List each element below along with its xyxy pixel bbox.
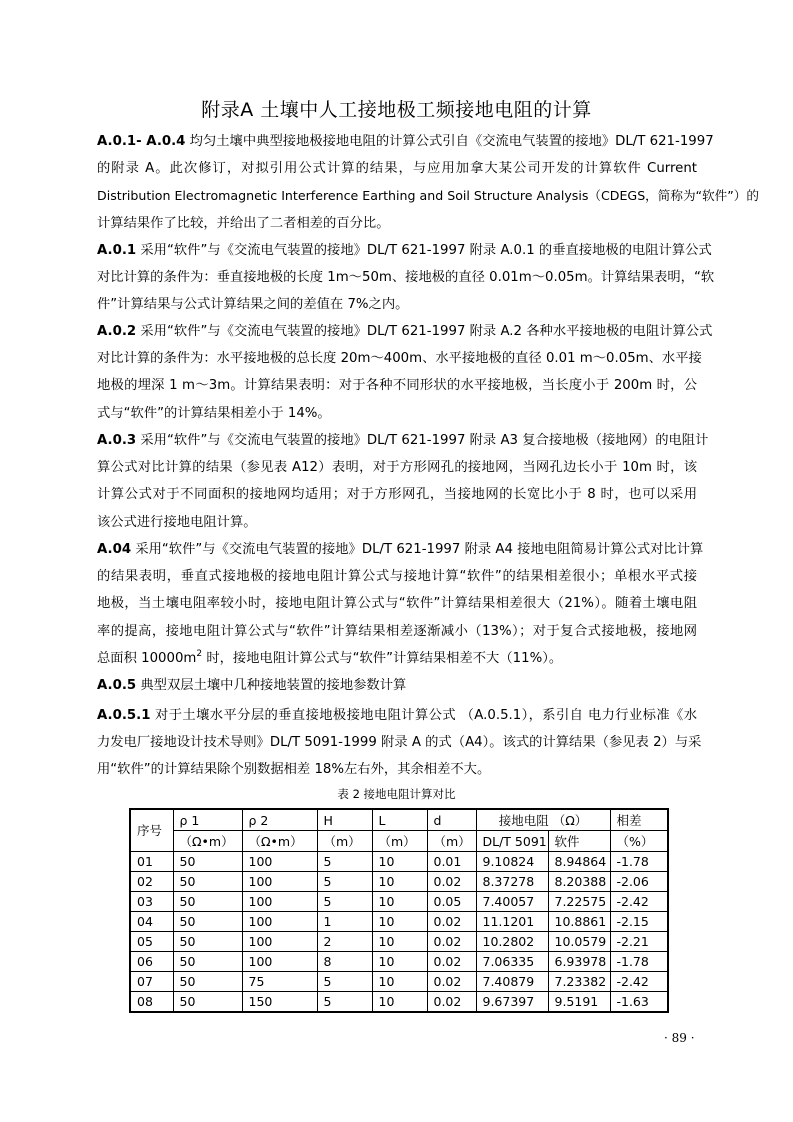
paragraph-a051 bbox=[97, 702, 702, 784]
table-cell: 0.02 bbox=[427, 972, 476, 992]
paragraph-text: 率的提高，接地电阻计算公式与“软件”计算结果相差逐渐减小（13%）；对于复合式接地极，接地网 bbox=[97, 623, 697, 639]
table-cell: 0.05 bbox=[427, 892, 476, 912]
header-software: 软件 bbox=[548, 831, 610, 852]
paragraph-text: 该公式进行接地电阻计算。 bbox=[97, 514, 257, 530]
paragraph-text: 式与“软件”的计算结果相差小于 14%。 bbox=[97, 405, 331, 421]
clause-number: A.04 bbox=[97, 542, 132, 557]
paragraph-text: 均匀土壤中典型接地极接地电阻的计算公式引自《交流电气装置的接地》DL/T 621-1997 bbox=[185, 134, 714, 149]
table-caption: 表 2 接地电阻计算对比 bbox=[337, 787, 456, 801]
table-cell: 10.2802 bbox=[476, 932, 548, 952]
paragraph-a01 bbox=[97, 237, 715, 319]
header-h-unit: （m） bbox=[317, 831, 372, 852]
table-cell: 100 bbox=[242, 872, 317, 892]
table-cell: 9.10824 bbox=[476, 852, 548, 872]
table-row bbox=[130, 872, 668, 892]
table-cell: 04 bbox=[130, 912, 173, 932]
paragraph-line bbox=[97, 481, 697, 508]
table-cell: 8.94864 bbox=[548, 852, 610, 872]
paragraph-text: 采用“软件”与《交流电气装置的接地》DL/T 621-1997 附录 A4 接地电阻简易计算公式对比计算 bbox=[131, 542, 704, 557]
clause-number: A.0.1- A.0.4 bbox=[97, 134, 186, 149]
header-l-unit: （m） bbox=[372, 831, 427, 852]
clause-number: A.0.3 bbox=[97, 433, 137, 448]
paragraph-a02 bbox=[97, 318, 713, 427]
paragraph-a05 bbox=[97, 672, 697, 699]
header-dlt: DL/T 5091 bbox=[476, 831, 548, 852]
table-cell: 75 bbox=[242, 972, 317, 992]
paragraph-text: 典型双层土壤中几种接地装置的接地参数计算 bbox=[136, 678, 407, 693]
table-cell: -2.42 bbox=[610, 892, 668, 912]
table-cell: 8.20388 bbox=[548, 872, 610, 892]
paragraph-line bbox=[97, 155, 697, 182]
paragraph-line bbox=[97, 210, 697, 237]
table-cell: 0.02 bbox=[427, 872, 476, 892]
table-cell: 03 bbox=[130, 892, 173, 912]
table-cell: 100 bbox=[242, 932, 317, 952]
resistance-comparison-table bbox=[129, 808, 669, 1013]
page-number: · 89 · bbox=[664, 1031, 695, 1045]
table-cell: 50 bbox=[173, 972, 242, 992]
header-h: H bbox=[317, 809, 372, 831]
table-row bbox=[130, 912, 668, 932]
paragraph-text: 算公式对比计算的结果（参见表 A12）表明，对于方形网孔的接地网，当网孔边长小于 10m 时，该 bbox=[97, 460, 697, 476]
table-row bbox=[130, 992, 668, 1013]
paragraph-a03 bbox=[97, 427, 709, 536]
header-resistance: 接地电阻 （Ω） bbox=[476, 809, 610, 831]
table-cell: 01 bbox=[130, 852, 173, 872]
paragraph-text: 的结果表明，垂直式接地极的接地电阻计算公式与接地计算“软件”的结果相差很小；单根水平式接 bbox=[97, 569, 697, 585]
table-cell: 100 bbox=[242, 952, 317, 972]
table-cell: 10 bbox=[372, 972, 427, 992]
table-cell: 10 bbox=[372, 872, 427, 892]
paragraph-line bbox=[97, 702, 697, 729]
table-cell: 08 bbox=[130, 992, 173, 1013]
table-cell: -1.78 bbox=[610, 852, 668, 872]
paragraph-line bbox=[97, 427, 709, 454]
paragraph-text: 对比计算的条件为：水平接地极的总长度 20m～400m、水平接地极的直径 0.01 m～0.05m、水平接 bbox=[97, 351, 702, 367]
paragraph-line bbox=[97, 509, 697, 536]
table-cell: 0.02 bbox=[427, 992, 476, 1013]
paragraph-text: 计算结果作了比较，并给出了二者相差的百分比。 bbox=[97, 215, 390, 231]
paragraph-line bbox=[97, 318, 713, 345]
table-cell: 10 bbox=[372, 912, 427, 932]
paragraph-line bbox=[97, 618, 697, 645]
table-cell: 7.23382 bbox=[548, 972, 610, 992]
table-row bbox=[130, 892, 668, 912]
header-d: d bbox=[427, 809, 476, 831]
table-cell: 50 bbox=[173, 992, 242, 1013]
paragraph-line bbox=[97, 264, 715, 291]
table-cell: -1.63 bbox=[610, 992, 668, 1013]
paragraph-a04 bbox=[97, 536, 704, 672]
paragraph-text: 用“软件”的计算结果除个别数据相差 18%左右外，其余相差不大。 bbox=[97, 762, 491, 778]
header-rho2-unit: （Ω•m） bbox=[242, 831, 317, 852]
paragraph-line bbox=[97, 345, 702, 372]
table-cell: 7.22575 bbox=[548, 892, 610, 912]
page-title: 附录A 土壤中人工接地极工频接地电阻的计算 bbox=[201, 99, 592, 121]
paragraph-line bbox=[97, 756, 697, 783]
table-cell: 50 bbox=[173, 952, 242, 972]
table-cell: 50 bbox=[173, 932, 242, 952]
paragraph-line bbox=[97, 645, 697, 672]
superscript: 2 bbox=[196, 648, 203, 659]
table-row bbox=[130, 932, 668, 952]
table-row bbox=[130, 972, 668, 992]
header-rho2: ρ 2 bbox=[242, 809, 317, 831]
table-cell: 10 bbox=[372, 892, 427, 912]
paragraph-line bbox=[97, 237, 712, 264]
table-cell: -2.21 bbox=[610, 932, 668, 952]
table-cell: 50 bbox=[173, 872, 242, 892]
paragraph-line bbox=[97, 454, 697, 481]
table-cell: -2.15 bbox=[610, 912, 668, 932]
paragraph-text: 地极，当土壤电阻率较小时，接地电阻计算公式与“软件”计算结果相差很大（21%）。随着土壤电阻 bbox=[97, 596, 697, 612]
header-diff: 相差 bbox=[610, 809, 668, 831]
paragraph-line bbox=[97, 536, 704, 563]
table-cell: 0.02 bbox=[427, 932, 476, 952]
paragraph-line bbox=[97, 590, 697, 617]
paragraph-line bbox=[97, 400, 697, 427]
table-cell: -2.06 bbox=[610, 872, 668, 892]
table-cell: 02 bbox=[130, 872, 173, 892]
table-cell: 50 bbox=[173, 912, 242, 932]
table-cell: 10 bbox=[372, 932, 427, 952]
table-cell: 7.40879 bbox=[476, 972, 548, 992]
table-header-row bbox=[130, 809, 668, 831]
table-cell: 07 bbox=[130, 972, 173, 992]
header-diff-unit: （%） bbox=[610, 831, 668, 852]
paragraph-line bbox=[97, 729, 702, 756]
table-cell: 10.0579 bbox=[548, 932, 610, 952]
paragraph-text: 力发电厂接地设计技术导则》DL/T 5091-1999 附录 A 的式（A4）。该式的计算结果（参见表 2）与采 bbox=[97, 735, 702, 751]
table-cell: 5 bbox=[317, 892, 372, 912]
table-cell: 8 bbox=[317, 952, 372, 972]
paragraph-a01-a04 bbox=[97, 128, 759, 237]
paragraph-text: 地极的埋深 1 m～3m。计算结果表明：对于各种不同形状的水平接地极，当长度小于 200m 时，公 bbox=[97, 378, 697, 394]
table-row bbox=[130, 852, 668, 872]
paragraph-text: 件”计算结果与公式计算结果之间的差值在 7%之内。 bbox=[97, 297, 409, 313]
table-cell: 7.40057 bbox=[476, 892, 548, 912]
paragraph-text: 对比计算的条件为：垂直接地极的长度 1m～50m、接地极的直径 0.01m～0.05m。计算结果表明，“软 bbox=[97, 270, 715, 286]
paragraph-line bbox=[97, 672, 697, 699]
table-cell: 9.5191 bbox=[548, 992, 610, 1013]
paragraph-line bbox=[97, 563, 697, 590]
table-cell: 100 bbox=[242, 852, 317, 872]
table-cell: 5 bbox=[317, 992, 372, 1013]
table-cell: 11.1201 bbox=[476, 912, 548, 932]
paragraph-text: 采用“软件”与《交流电气装置的接地》DL/T 621-1997 附录 A3 复合接地极（接地网）的电阻计 bbox=[136, 433, 709, 448]
paragraph-text: 时，接地电阻计算公式与“软件”计算结果相差不大（11%）。 bbox=[202, 650, 563, 666]
table-cell: 100 bbox=[242, 912, 317, 932]
table-cell: 5 bbox=[317, 972, 372, 992]
table-cell: 10 bbox=[372, 852, 427, 872]
table-cell: 0.02 bbox=[427, 952, 476, 972]
table-cell: 8.37278 bbox=[476, 872, 548, 892]
clause-number: A.0.5 bbox=[97, 678, 137, 693]
paragraph-text: 对于土壤水平分层的垂直接地极接地电阻计算公式 （A.0.5.1），系引自 电力行业标准《水 bbox=[150, 708, 697, 723]
header-rho1: ρ 1 bbox=[173, 809, 242, 831]
paragraph-text: 采用“软件”与《交流电气装置的接地》DL/T 621-1997 附录 A.2 各种水平接地极的电阻计算公式 bbox=[136, 324, 713, 339]
table-row bbox=[130, 952, 668, 972]
table-cell: 2 bbox=[317, 932, 372, 952]
table-cell: 0.02 bbox=[427, 912, 476, 932]
table-cell: -1.78 bbox=[610, 952, 668, 972]
paragraph-line bbox=[97, 128, 714, 155]
paragraph-text: 的附录 A。此次修订，对拟引用公式计算的结果，与应用加拿大某公司开发的计算软件 Current bbox=[97, 161, 697, 177]
table-cell: 5 bbox=[317, 872, 372, 892]
header-seq: 序号 bbox=[130, 809, 173, 852]
paragraph-line bbox=[97, 182, 759, 209]
table-cell: 150 bbox=[242, 992, 317, 1013]
table-body bbox=[130, 852, 668, 1013]
paragraph-line bbox=[97, 372, 697, 399]
table-cell: 10.8861 bbox=[548, 912, 610, 932]
header-l: L bbox=[372, 809, 427, 831]
table-cell: 10 bbox=[372, 952, 427, 972]
table-cell: -2.42 bbox=[610, 972, 668, 992]
table-cell: 0.01 bbox=[427, 852, 476, 872]
header-rho1-unit: （Ω•m） bbox=[173, 831, 242, 852]
paragraph-text: 采用“软件”与《交流电气装置的接地》DL/T 621-1997 附录 A.0.1 的垂直接地极的电阻计算公式 bbox=[136, 243, 712, 258]
table-cell: 10 bbox=[372, 992, 427, 1013]
header-d-unit: （m） bbox=[427, 831, 476, 852]
paragraph-text: Distribution Electromagnetic Interference Earthing and Soil Structure Analysis（CDEGS，简称为“软件”）的 bbox=[97, 188, 759, 204]
table-cell: 06 bbox=[130, 952, 173, 972]
table-cell: 50 bbox=[173, 892, 242, 912]
clause-number: A.0.5.1 bbox=[97, 708, 151, 723]
paragraph-text: 计算公式对于不同面积的接地网均适用；对于方形网孔，当接地网的长宽比小于 8 时，也可以采用 bbox=[97, 487, 697, 503]
clause-number: A.0.2 bbox=[97, 324, 137, 339]
table-cell: 5 bbox=[317, 852, 372, 872]
paragraph-text: 总面积 10000m bbox=[97, 650, 197, 666]
table-cell: 100 bbox=[242, 892, 317, 912]
table-cell: 05 bbox=[130, 932, 173, 952]
table-cell: 50 bbox=[173, 852, 242, 872]
table-cell: 1 bbox=[317, 912, 372, 932]
table-header-row bbox=[130, 831, 668, 852]
table-cell: 7.06335 bbox=[476, 952, 548, 972]
clause-number: A.0.1 bbox=[97, 243, 137, 258]
table-cell: 6.93978 bbox=[548, 952, 610, 972]
table-cell: 9.67397 bbox=[476, 992, 548, 1013]
paragraph-line bbox=[97, 291, 697, 318]
